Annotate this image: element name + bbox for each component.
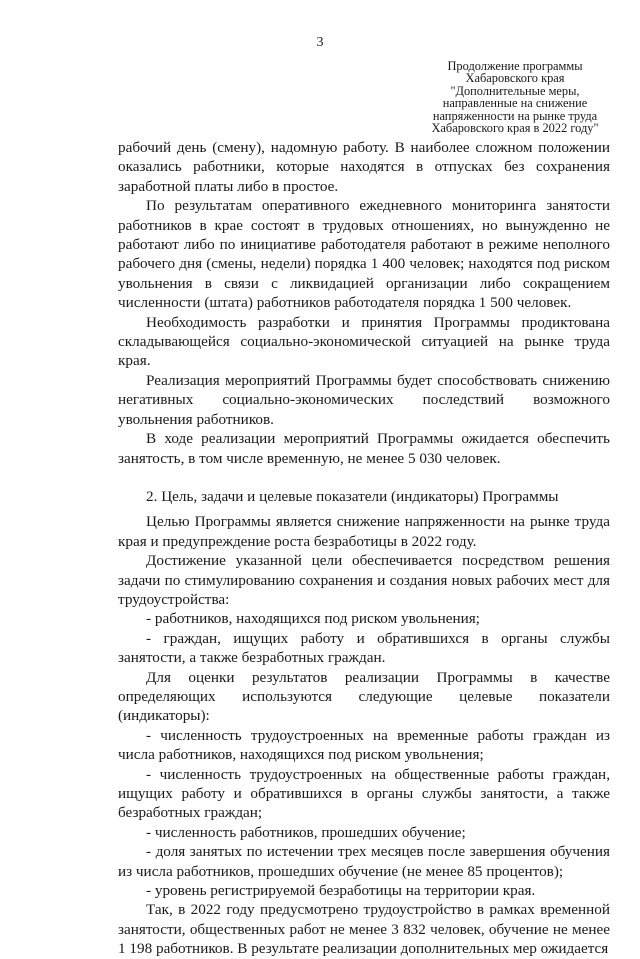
list-item: - численность работников, прошедших обучение; <box>146 823 466 841</box>
body-paragraph: Так, в 2022 году предусмотрено трудоустройство в рамках временной занятости, общественных работ не менее 3 832 человек, обучение не менее 1 198 работников. В результате реализации дополнительных мер ожидается <box>118 901 610 958</box>
body-paragraph: рабочий день (смену), надомную работу. В наиболее сложном положении оказались работники, которые находятся в отпусках без сохранения заработной платы либо в простое. <box>118 139 610 195</box>
list-item: - численность трудоустроенных на временные работы граждан из числа работников, находящихся под риском увольнения; <box>118 726 610 764</box>
header-note-line: напряженности на рынке труда <box>432 108 598 123</box>
document-body <box>118 138 610 959</box>
body-paragraph: Целью Программы является снижение напряженности на рынке труда края и предупреждение роста безработицы в 2022 году. <box>118 513 610 550</box>
page-number: 3 <box>316 35 324 50</box>
body-paragraph: Реализация мероприятий Программы будет способствовать снижению негативных социально-экономических последствий возможного увольнения работников. <box>118 371 610 428</box>
section-title: 2. Цель, задачи и целевые показатели (индикаторы) Программы <box>146 487 559 505</box>
list-item: - доля занятых по истечении трех месяцев после завершения обучения из числа работников, прошедших обучение (не менее 85 процентов); <box>118 843 610 880</box>
header-note <box>420 60 610 134</box>
body-paragraph: Необходимость разработки и принятия Программы продиктована складывающейся социально-экономической ситуацией на рынке труда края. <box>118 313 610 370</box>
list-item: - работников, находящихся под риском увольнения; <box>146 610 480 628</box>
body-paragraph: По результатам оперативного ежедневного мониторинга занятости работников в крае состоят в трудовых отношениях, но вынужденно не работают либо по инициативе работодателя работают в режиме неполного рабочего дня (смены, недели) порядка 1 400 человек; находятся под риском увольнения в связи с ликвидацией организации либо сокращением численности (штата) работников работодателя порядка 1 500 человек. <box>118 197 610 312</box>
header-note-line: направленные на снижение <box>442 96 588 111</box>
header-note-line: "Дополнительные меры, <box>450 83 580 98</box>
list-item: - граждан, ищущих работу и обратившихся в органы службы занятости, а также безработных граждан. <box>118 629 610 667</box>
body-paragraph: Достижение указанной цели обеспечивается посредством решения задачи по стимулированию сохранения и создания новых рабочих мест для трудоустройства: <box>118 552 610 608</box>
body-paragraph: Для оценки результатов реализации Программы в качестве определяющих используются следующие целевые показатели (индикаторы): <box>118 668 610 725</box>
header-note-line: Продолжение программы <box>447 59 583 73</box>
list-item: - численность трудоустроенных на общественные работы граждан, ищущих работу и обратившихся в органы службы занятости, а также безработных граждан; <box>118 765 610 822</box>
header-note-line: Хабаровского края <box>465 71 565 86</box>
list-item: - уровень регистрируемой безработицы на территории края. <box>146 882 536 900</box>
body-paragraph: В ходе реализации мероприятий Программы ожидается обеспечить занятость, в том числе временную, не менее 5 030 человек. <box>118 430 610 467</box>
header-note-line: Хабаровского края в 2022 году" <box>431 121 599 136</box>
